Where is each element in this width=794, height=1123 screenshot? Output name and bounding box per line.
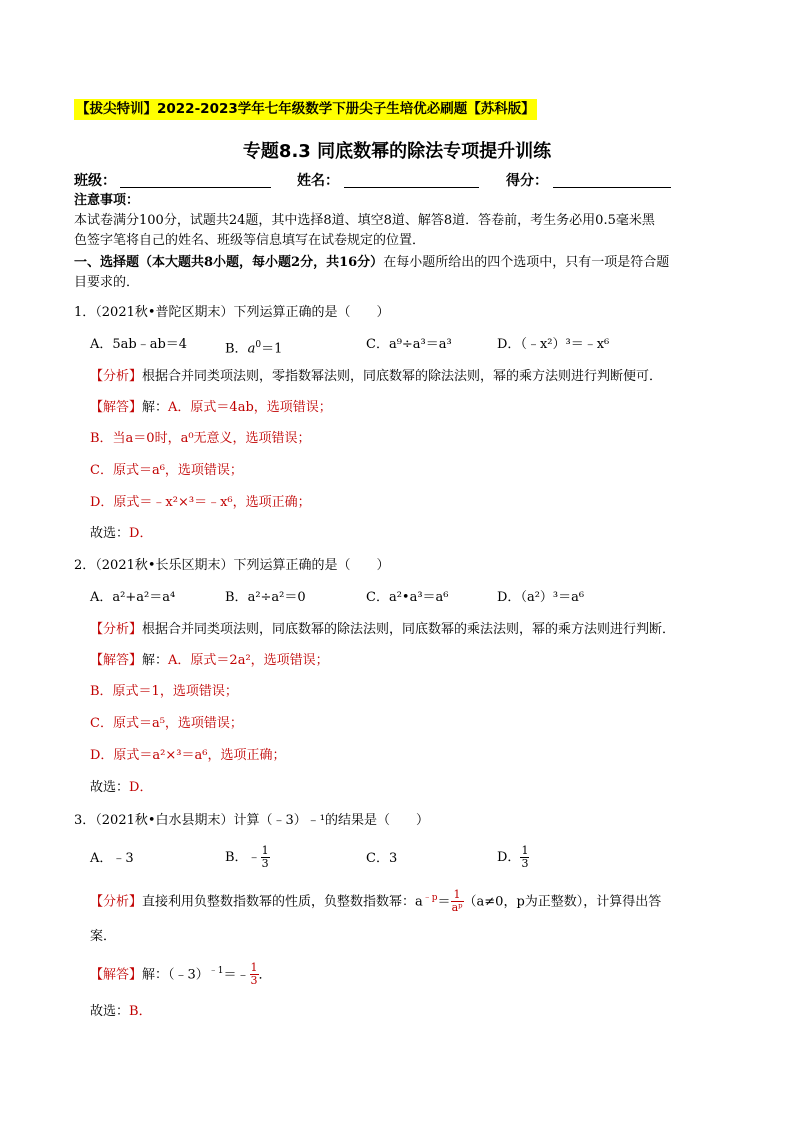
series-banner: 【拔尖特训】2022-2023学年七年级数学下册尖子生培优必刷题【苏科版】: [74, 99, 537, 120]
notice-line-2: 色签字笔将自己的姓名、班级等信息填写在试卷规定的位置．: [74, 233, 426, 248]
q1-stem: 1．（2021秋•普陀区期末）下列运算正确的是（ ）: [74, 305, 390, 320]
q3-answer: 【解答】解：（﹣3）$^{﹣1}$＝﹣ $\frac{1}{3}$ ．: [90, 961, 272, 988]
q2-analysis: 【分析】根据合并同类项法则，同底数幂的除法法则，同底数幂的乘法法则，幂的乘方法则进行判断．: [90, 622, 676, 637]
fraction: $\frac{1}{3}$: [521, 844, 529, 870]
page-title: 专题8.3 同底数幂的除法专项提升训练: [242, 141, 552, 162]
q2-answer-d: D．原式＝a²×³＝a⁶，选项正确；: [90, 748, 286, 763]
q2-option-c[interactable]: C．a²•a³＝a⁶: [366, 590, 449, 605]
name-label: 姓名：: [297, 173, 339, 189]
q1-option-b[interactable]: B．$a^0=1$: [225, 340, 283, 357]
section-instruction: 在每小题所给出的四个选项中，只有一项是符合题: [383, 255, 670, 270]
q2-stem: 2．（2021秋•长乐区期末）下列运算正确的是（ ）: [74, 558, 390, 573]
fraction: $\frac{1}{3}$: [250, 961, 258, 988]
q2-option-a[interactable]: A．a²+a²＝a⁴: [90, 590, 176, 605]
q1-answer-b: B．当a＝0时，a⁰无意义，选项错误；: [90, 431, 311, 446]
notice-line-1: 本试卷满分100分，试题共24题，其中选择8道、填空8道、解答8道．答卷前，考生务必用0.5毫米黑: [74, 213, 655, 228]
q3-option-a[interactable]: A．﹣3: [90, 851, 134, 866]
q3-analysis: 【分析】直接利用负整数指数幂的性质，负整数指数幂：$a^{﹣p}=$ $\frac{1}{\text{aᵖ}}$ （a≠0，p为正整数），计算得出答: [90, 888, 662, 915]
q1-analysis: 【分析】根据合并同类项法则，零指数幂法则，同底数幂的除法法则，幂的乘方法则进行判断便可．: [90, 369, 663, 384]
q1-answer-a: 【解答】解：A．原式＝4ab，选项错误；: [90, 400, 332, 415]
analysis-tag: 【分析】: [90, 369, 143, 384]
q1-option-d[interactable]: D．（﹣x²）³＝﹣x⁶: [497, 337, 610, 352]
section-title: 一、选择题（本大题共8小题，每小题2分，共16分）: [74, 255, 384, 270]
q3-option-b[interactable]: B．﹣ $\frac{1}{3}$: [225, 844, 269, 870]
score-blank[interactable]: [553, 187, 671, 188]
q3-analysis-line-2: 案．: [90, 929, 117, 944]
answer-tag: 【解答】: [90, 400, 143, 415]
q2-choice: 故选：D．: [90, 780, 153, 795]
q2-option-b[interactable]: B．a²÷a²＝0: [225, 590, 306, 605]
section-heading: [74, 253, 669, 273]
q2-answer-b: B．原式＝1，选项错误；: [90, 684, 238, 699]
q2-answer-c: C．原式＝a⁵，选项错误；: [90, 716, 243, 731]
answer-tag: 【解答】: [90, 653, 143, 668]
q2-answer-a: 【解答】解：A．原式＝2a²，选项错误；: [90, 653, 329, 668]
score-label: 得分：: [506, 173, 548, 189]
answer-tag: 【解答】: [90, 967, 143, 983]
q3-stem: 3．（2021秋•白水县期末）计算（﹣3）﹣¹的结果是（ ）: [74, 813, 430, 828]
section-instruction-line-2: 目要求的．: [74, 275, 140, 290]
name-blank[interactable]: [344, 187, 479, 188]
q1-choice: 故选：D．: [90, 526, 153, 541]
class-label: 班级：: [74, 173, 116, 189]
q1-option-a[interactable]: A．5ab﹣ab＝4: [90, 337, 188, 352]
fraction: $\frac{1}{\text{aᵖ}}$: [451, 888, 463, 915]
q1-answer-d: D．原式＝﹣x²×³＝﹣x⁶，选项正确；: [90, 495, 311, 510]
q1-answer-c: C．原式＝a⁶，选项错误；: [90, 463, 243, 478]
analysis-tag: 【分析】: [90, 622, 143, 637]
q3-option-d[interactable]: D． $\frac{1}{3}$: [497, 844, 529, 870]
q1-option-c[interactable]: C．a⁹÷a³＝a³: [366, 337, 452, 352]
q3-choice: 故选：B．: [90, 1004, 152, 1019]
class-blank[interactable]: [120, 187, 271, 188]
q3-option-c[interactable]: C．3: [366, 851, 398, 866]
fraction: $\frac{1}{3}$: [261, 844, 269, 870]
analysis-tag: 【分析】: [90, 894, 143, 910]
q2-option-d[interactable]: D．（a²）³＝a⁶: [497, 590, 585, 605]
notice-heading: 注意事项：: [74, 193, 140, 208]
